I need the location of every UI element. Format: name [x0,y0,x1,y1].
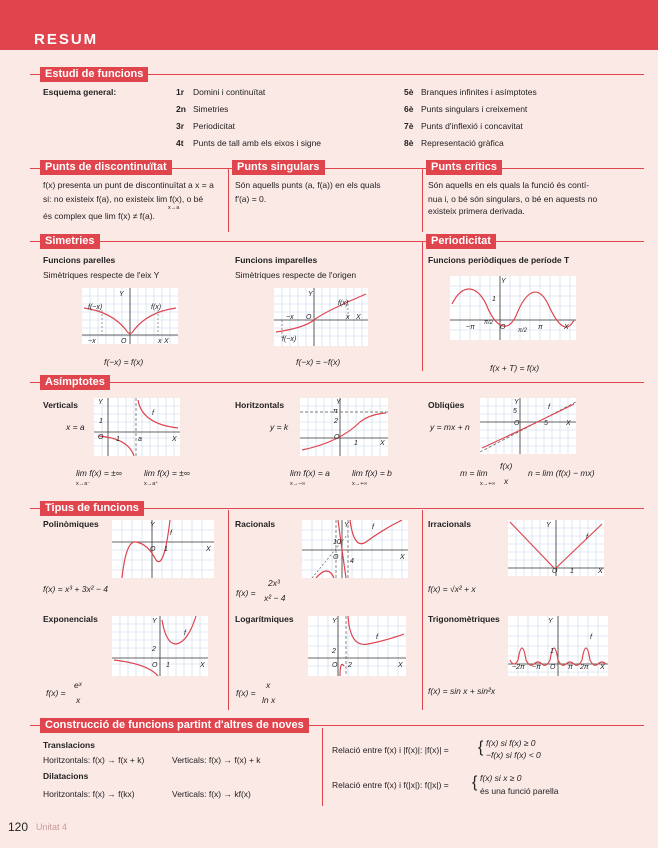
lbl: O [306,314,312,321]
type-title: Trigonomètriques [428,614,500,624]
transl-h: Horitzontals: f(x) → f(x + k) [43,755,145,765]
item-num: 7è [404,121,414,131]
oblique-n: n = lim (f(x) − mx) [528,468,595,478]
lbl: −x [88,338,96,345]
limit-sub: x→a⁺ [144,481,159,487]
type-title: Polinòmiques [43,519,99,529]
item-num: 8è [404,138,414,148]
lbl: 1 [492,296,496,303]
transl-v: Verticals: f(x) → f(x) + k [172,755,261,765]
lbl: X [398,662,403,669]
rel1-label: Relació entre f(x) i |f(x)|: |f(x)| = [332,745,449,755]
lbl: x [158,338,162,345]
header-singulars: Punts singulars [232,160,325,175]
rel2-label: Relació entre f(x) i f(|x|): f(|x|) = [332,780,449,790]
lbl: f [548,404,550,411]
lbl: Y [98,399,103,406]
even-desc: Simètriques respecte de l'eix Y [43,270,160,280]
type-eq: f(x) = x³ + 3x² − 4 [43,584,108,594]
disc-line: és complex que lim f(x) ≠ f(a). [43,211,155,221]
lbl: 10 [333,539,341,546]
lbl: 2 [334,418,338,425]
type-eq: f(x) = [46,688,66,698]
divider [322,728,323,806]
lbl: X [564,324,569,331]
item-text: Simetries [193,104,229,114]
lbl: Y [308,291,313,298]
crit-line: existeix primera derivada. [428,206,525,216]
lbl: X [598,568,603,575]
asym-h-title: Horitzontals [235,400,285,410]
type-num: eˣ [74,680,82,690]
type-title: Irracionals [428,519,471,529]
rel1-case2: −f(x) si f(x) < 0 [486,750,541,760]
asym-v-eq: x = a [66,422,85,432]
item-text: Periodicitat [193,121,236,131]
odd-desc: Simètriques respecte de l'origen [235,270,357,280]
lbl: 1 [550,648,554,655]
lbl: O [552,568,558,575]
header-simetries: Simetries [40,234,100,249]
lbl: x [346,314,350,321]
limit-h2: lim f(x) = b [352,468,392,478]
graph-log [308,616,406,676]
header-periodicitat: Periodicitat [426,234,496,249]
odd-eq: f(−x) = −f(x) [296,357,341,367]
lbl: −x [286,314,294,321]
item-text: Branques infinites i asímptotes [421,87,537,97]
lbl: π [333,408,338,415]
period-title: Funcions periòdiques de període T [428,255,570,265]
dilat-h: Horitzontals: f(x) → f(kx) [43,789,135,799]
lbl: −π [466,324,475,331]
lbl: X [380,440,385,447]
top-band [0,0,658,50]
lbl: Y [332,618,337,625]
lbl: O [334,434,340,441]
transl-title: Translacions [43,740,95,750]
rel2-case1: f(x) si x ≥ 0 [480,773,522,783]
lbl: f [184,630,186,637]
lbl: 2 [152,646,156,653]
dilat-title: Dilatacions [43,771,89,781]
lbl: 2 [348,662,352,669]
limit-v2: lim f(x) = ±∞ [144,468,190,478]
even-eq: f(−x) = f(x) [104,357,144,367]
lbl: 1 [354,440,358,447]
lbl: O [121,338,127,345]
type-title: Exponencials [43,614,98,624]
lbl: O [550,664,556,671]
lbl: O [514,420,520,427]
lbl: π/2 [484,320,494,326]
lbl: Y [514,399,519,406]
header-discontinuitat: Punts de discontinuïtat [40,160,172,175]
lbl: 5 [544,420,548,427]
lbl: X [600,664,605,671]
divider [422,168,423,232]
header-asimptotes: Asímptotes [40,375,110,390]
lbl: X [566,420,571,427]
header-critics: Punts crítics [426,160,502,175]
rel1-case1: f(x) si f(x) ≥ 0 [486,738,536,748]
item-num: 5è [404,87,414,97]
crit-line: nua i, o bé són singulars, o bé en aquests no [428,194,598,204]
item-text: Punts d'inflexió i concavitat [421,121,523,131]
lbl: −2π [512,664,525,671]
asym-h-eq: y = k [270,422,289,432]
dilat-v: Verticals: f(x) → kf(x) [172,789,251,799]
lbl: a [138,436,142,443]
graph-asym-v [94,398,180,456]
lbl: X [172,436,177,443]
type-title: Racionals [235,519,276,529]
header-tipus: Tipus de funcions [40,501,144,516]
lbl: π [568,664,573,671]
graph-asym-h [300,398,388,456]
item-text: Domini i continuïtat [193,87,266,97]
oblique-m: m = lim [460,468,488,478]
item-text: Representació gràfica [421,138,504,148]
limit-sub: x→+∞ [480,481,496,487]
rule [30,382,644,383]
oblique-mf: f(x) [500,461,513,471]
lbl: O [152,662,158,669]
lbl: f [586,534,588,541]
brace-icon: { [472,774,478,791]
lbl: f(−x) [88,304,103,311]
disc-line: si: no existeix f(a), no existeix lim f(x), o bé [43,194,204,204]
type-eq: f(x) = [236,588,256,598]
lbl: f(−x) [282,336,297,343]
type-eq: f(x) = √x² + x [428,584,476,594]
disc-line: f(x) presenta un punt de discontinuïtat a x = a [43,180,214,190]
page-number: 120 [8,820,29,834]
header-construccio: Construcció de funcions partint d'altres de noves [40,718,309,733]
asym-v-title: Verticals [43,400,78,410]
divider [228,510,229,710]
item-text: Punts singulars i creixement [421,104,528,114]
graph-asym-o [480,398,576,454]
lbl: X [206,546,211,553]
rule [30,241,644,242]
lbl: π/2 [518,328,528,334]
type-eq: f(x) = sin x + sin²x [428,686,496,696]
lbl: Y [119,291,124,298]
lbl: X [400,554,405,561]
lbl: f [170,530,172,537]
graph-rational [302,520,408,578]
graph-poly [112,520,214,578]
lbl: 1 [164,546,168,553]
lbl: f [590,634,592,641]
lbl: Y [336,399,341,406]
lbl: −π [532,664,541,671]
limit-h1: lim f(x) = a [290,468,330,478]
lbl: 1 [116,436,120,443]
lbl: Y [548,618,553,625]
odd-title: Funcions imparelles [235,255,318,265]
brace-icon: { [478,739,484,756]
lbl: 5 [513,408,517,415]
type-eq: f(x) = [236,688,256,698]
type-num: 2x³ [268,578,280,588]
asym-o-eq: y = mx + n [430,422,470,432]
item-num: 4t [176,138,184,148]
type-den: ln x [262,695,276,705]
lbl: f(x) [338,300,349,307]
lbl: 4 [350,558,354,565]
item-num: 6è [404,104,414,114]
crit-line: Són aquells en els quals la funció és contí- [428,180,590,190]
lbl: O [500,324,506,331]
type-title: Logarítmiques [235,614,294,624]
schema-label: Esquema general: [43,87,117,97]
lbl: X [356,314,361,321]
limit-sub: x→−∞ [290,481,306,487]
header-estudi: Estudi de funcions [40,67,148,82]
limit-sub: x→a [168,205,180,211]
lbl: Y [150,522,155,529]
item-num: 2n [176,104,186,114]
limit-sub: x→+∞ [352,481,368,487]
rel2-case2: és una funció parella [480,786,559,796]
lbl: Y [152,618,157,625]
lbl: X [200,662,205,669]
sing-line: Són aquells punts (a, f(a)) en els quals [235,180,381,190]
lbl: Y [501,278,506,285]
item-text: Punts de tall amb els eixos i signe [193,138,322,148]
lbl: O [332,662,338,669]
graph-exp [112,616,208,676]
period-eq: f(x + T) = f(x) [490,363,540,373]
lbl: 1 [99,418,103,425]
lbl: 2 [332,648,336,655]
limit-sub: x→a⁻ [76,481,91,487]
lbl: O [150,546,156,553]
lbl: 1 [570,568,574,575]
sing-line: f′(a) = 0. [235,194,267,204]
lbl: π [538,324,543,331]
divider [422,510,423,710]
divider [228,168,229,232]
oblique-mx: x [504,476,509,486]
lbl: X [164,338,169,345]
even-title: Funcions parelles [43,255,116,265]
lbl: f [152,410,154,417]
divider [422,241,423,371]
asym-o-title: Obliqües [428,400,465,410]
limit-v1: lim f(x) = ±∞ [76,468,122,478]
lbl: Y [546,522,551,529]
lbl: f [372,524,374,531]
type-den: x² − 4 [264,593,286,603]
item-num: 3r [176,121,185,131]
lbl: O [98,434,104,441]
page-title: RESUM [34,31,99,48]
lbl: 1 [166,662,170,669]
lbl: O [333,554,339,561]
lbl: Y [344,522,349,529]
lbl: f(x) [151,304,162,311]
lbl: f [376,634,378,641]
unit-label: Unitat 4 [36,822,68,832]
lbl: 2π [580,664,589,671]
type-den: x [76,695,81,705]
item-num: 1r [176,87,185,97]
type-num: x [266,680,271,690]
